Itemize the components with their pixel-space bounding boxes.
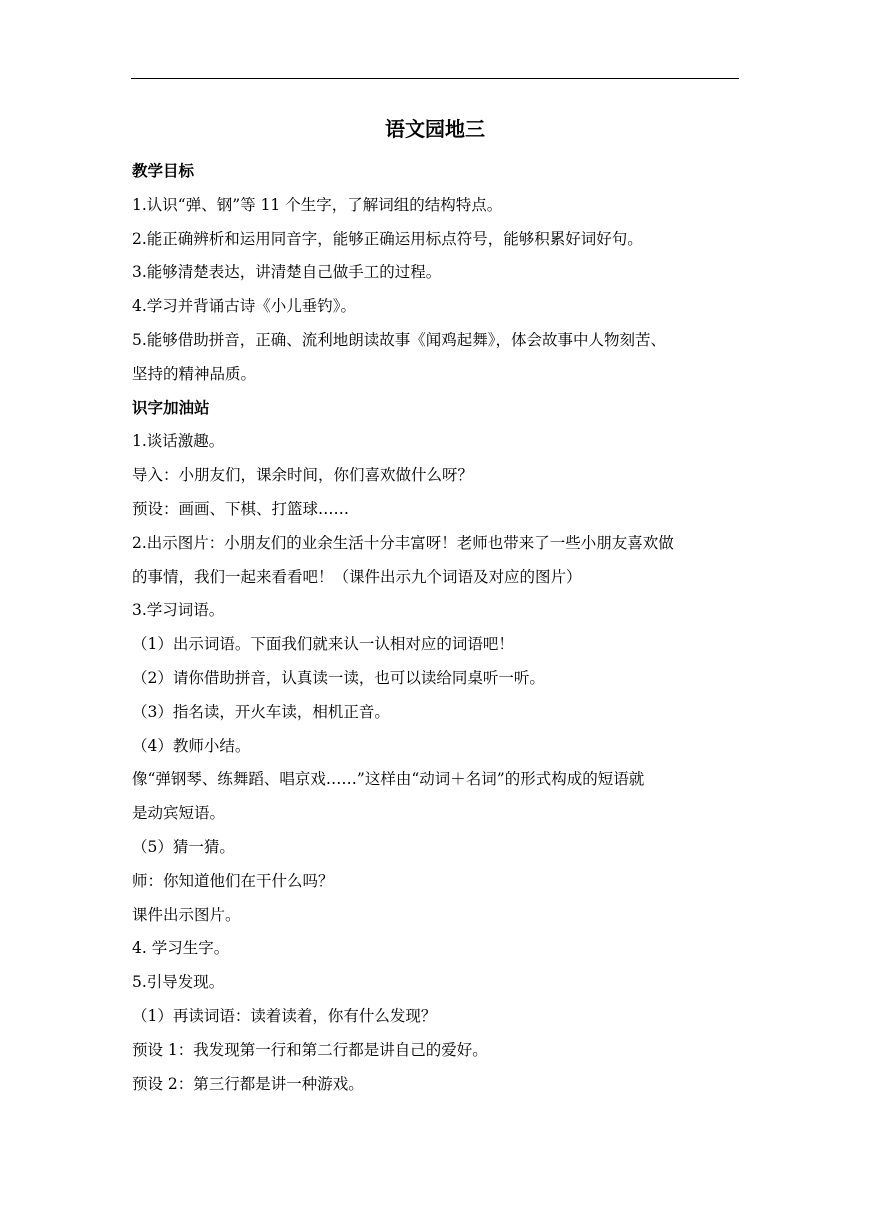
text-line: 预设：画画、下棋、打篮球…… bbox=[132, 499, 350, 518]
document-body bbox=[132, 155, 742, 1101]
text-line: 5.能够借助拼音，正确、流利地朗读故事《闻鸡起舞》，体会故事中人物刻苦、 bbox=[132, 330, 667, 349]
section-heading: 教学目标 bbox=[132, 162, 195, 180]
text-line: （4）教师小结。 bbox=[132, 736, 251, 755]
text-line: （3）指名读，开火车读，相机正音。 bbox=[132, 702, 390, 721]
text-line: 1.谈话激趣。 bbox=[132, 432, 225, 451]
text-line: 3.学习词语。 bbox=[132, 601, 225, 620]
text-line: 的事情，我们一起来看看吧！（课件出示九个词语及对应的图片） bbox=[132, 567, 582, 586]
header-rule bbox=[131, 78, 739, 79]
text-line: （2）请你借助拼音，认真读一读，也可以读给同桌听一听。 bbox=[132, 668, 545, 687]
text-line: 像“弹钢琴、练舞蹈、唱京戏……”这样由“动词＋名词”的形式构成的短语就 bbox=[132, 770, 645, 789]
text-line: 3.能够清楚表达，讲清楚自己做手工的过程。 bbox=[132, 263, 442, 282]
text-line: 1.认识“弹、钢”等 11 个生字，了解词组的结构特点。 bbox=[132, 195, 503, 214]
text-line: 4. 学习生字。 bbox=[132, 939, 230, 958]
text-line: （5）猜一猜。 bbox=[132, 837, 235, 856]
text-line: 课件出示图片。 bbox=[132, 905, 241, 924]
text-line: 预设 2：第三行都是讲一种游戏。 bbox=[132, 1074, 364, 1093]
text-line: 4.学习并背诵古诗《小儿垂钓》。 bbox=[132, 297, 357, 316]
text-line: 师：你知道他们在干什么吗？ bbox=[132, 871, 334, 890]
text-line: （1）再读词语：读着读着，你有什么发现？ bbox=[132, 1006, 437, 1025]
text-line: 坚持的精神品质。 bbox=[132, 364, 257, 383]
page-title: 语文园地三 bbox=[385, 117, 485, 141]
text-line: （1）出示词语。下面我们就来认一认相对应的词语吧！ bbox=[132, 635, 514, 654]
text-line: 2.能正确辨析和运用同音字，能够正确运用标点符号，能够积累好词好句。 bbox=[132, 229, 643, 248]
text-line: 2.出示图片：小朋友们的业余生活十分丰富呀！老师也带来了一些小朋友喜欢做 bbox=[132, 533, 674, 552]
text-line: 是动宾短语。 bbox=[132, 804, 226, 823]
text-line: 5.引导发现。 bbox=[132, 973, 225, 992]
text-line: 预设 1：我发现第一行和第二行都是讲自己的爱好。 bbox=[132, 1040, 488, 1059]
section-heading: 识字加油站 bbox=[132, 398, 210, 417]
text-line: 导入：小朋友们，课余时间，你们喜欢做什么呀？ bbox=[132, 466, 474, 485]
